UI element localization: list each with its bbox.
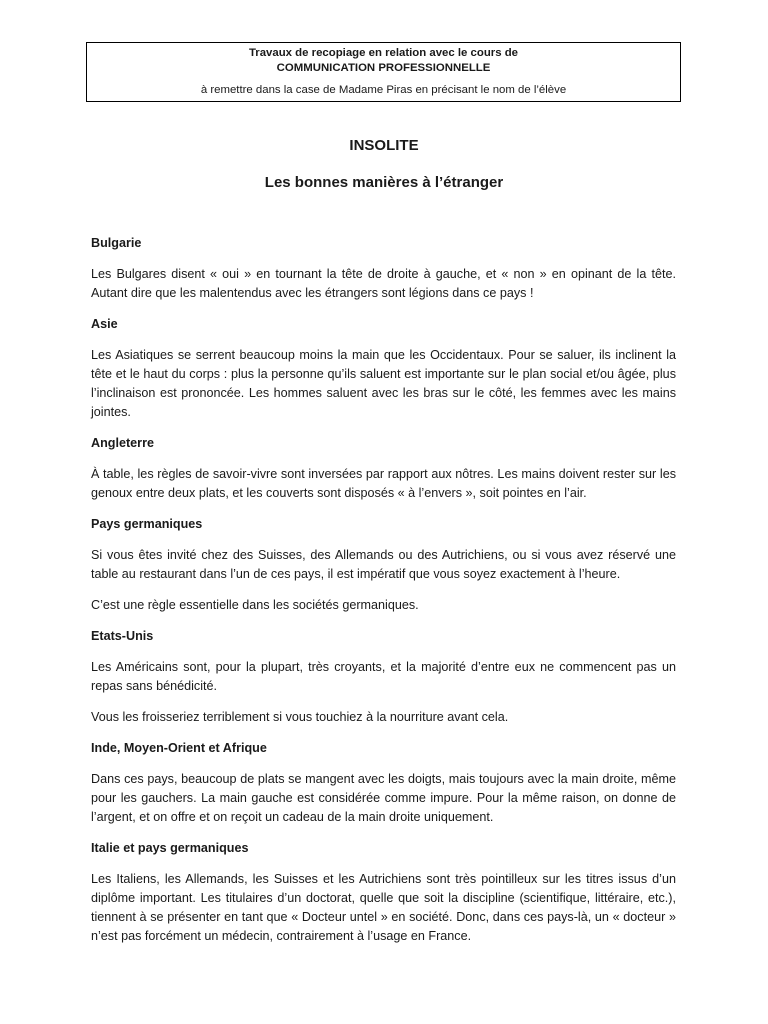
section-heading-bulgarie: Bulgarie	[91, 236, 142, 250]
section-heading-angleterre: Angleterre	[91, 436, 154, 450]
document-subtitle: Les bonnes manières à l’étranger	[264, 174, 504, 191]
section-paragraph: Vous les froisseriez terriblement si vous touchiez à la nourriture avant cela.	[91, 710, 509, 724]
section-paragraph: À table, les règles de savoir-vivre sont inversées par rapport aux nôtres. Les mains doivent rester sur les genoux entre deux plats, et les couverts sont disposés « à l’envers », soit pointes en l’air.	[91, 467, 676, 500]
section-paragraph: Les Italiens, les Allemands, les Suisses et les Autrichiens sont très pointilleux sur les titres issus d’un diplôme important. Les titulaires d’un doctorat, quelle que soit la discipline (scientifique, littéraire, etc.), tiennent à se présenter en tant que « Docteur untel » en société. Donc, dans ces pays-là, un « docteur » n’est pas forcément un médecin, contrairement à l’usage en France.	[91, 872, 676, 943]
header-line-3: à remettre dans la case de Madame Piras en précisant le nom de l’élève	[200, 84, 567, 96]
section-paragraph: C’est une règle essentielle dans les sociétés germaniques.	[91, 598, 419, 612]
section-heading-pays-germaniques: Pays germaniques	[91, 517, 203, 531]
section-paragraph: Dans ces pays, beaucoup de plats se mangent avec les doigts, mais toujours avec la main droite, même pour les gauchers. La main gauche est considérée comme impure. Pour la même raison, on donne de l’argent, et on offre et on reçoit un cadeau de la main droite uniquement.	[91, 772, 676, 824]
header-line-1: Travaux de recopiage en relation avec le cours de	[248, 47, 519, 59]
section-heading-italie-pays-germaniques: Italie et pays germaniques	[91, 841, 249, 855]
document-body	[91, 234, 676, 958]
header-line-2: COMMUNICATION PROFESSIONNELLE	[276, 62, 491, 74]
section-paragraph: Les Asiatiques se serrent beaucoup moins la main que les Occidentaux. Pour se saluer, ils inclinent la tête et le haut du corps : plus la personne qu’ils saluent est importante sur le plan social et/ou âgée, plus l’inclinaison est prononcée. Les hommes saluent avec les bras sur le côté, les femmes avec les mains jointes.	[91, 348, 676, 419]
section-paragraph: Les Bulgares disent « oui » en tournant la tête de droite à gauche, et « non » en opinant de la tête. Autant dire que les malentendus avec les étrangers sont légions dans ce pays !	[91, 267, 676, 300]
section-heading-etats-unis: Etats-Unis	[91, 629, 154, 643]
section-heading-inde-moyen-orient-afrique: Inde, Moyen-Orient et Afrique	[91, 741, 267, 755]
section-paragraph: Les Américains sont, pour la plupart, très croyants, et la majorité d’entre eux ne commencent pas un repas sans bénédicité.	[91, 660, 676, 693]
section-heading-asie: Asie	[91, 317, 118, 331]
section-paragraph: Si vous êtes invité chez des Suisses, des Allemands ou des Autrichiens, ou si vous avez réservé une table au restaurant dans l’un de ces pays, il est impératif que vous soyez exactement à l’heure.	[91, 548, 676, 581]
assignment-header-box	[86, 42, 681, 102]
document-title: INSOLITE	[349, 137, 419, 154]
